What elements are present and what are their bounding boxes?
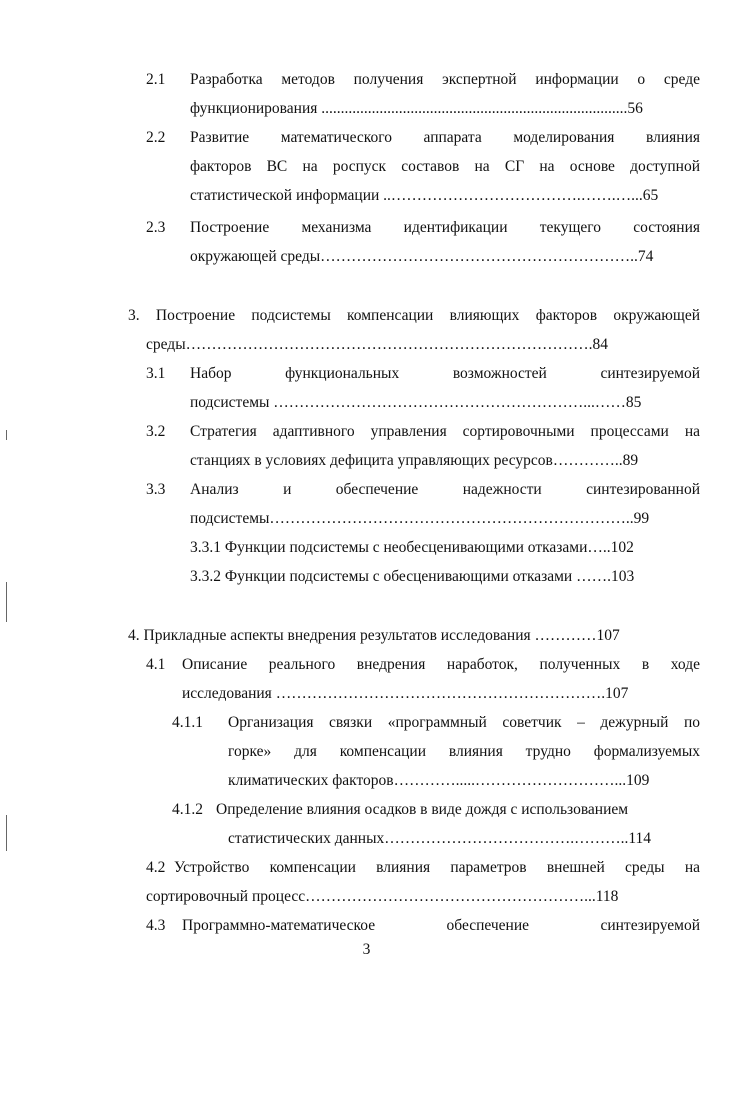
toc-entry-3-1-line1: Набор функциональных возможностей синтезируемой bbox=[190, 365, 700, 382]
toc-entry-2-2-line2: факторов ВС на роспуск составов на СГ на основе доступной bbox=[190, 158, 700, 175]
toc-entry-2-3-line1: Построение механизма идентификации текущего состояния bbox=[190, 219, 700, 236]
toc-entry-4-1-1-line2: горке» для компенсации влияния трудно формализуемых bbox=[228, 743, 700, 760]
toc-number: 2.2 bbox=[146, 129, 166, 146]
toc-chapter-4: 4. Прикладные аспекты внедрения результатов исследования …………107 bbox=[128, 627, 620, 644]
toc-entry-3-2-line2: станциях в условиях дефицита управляющих ресурсов…………..89 bbox=[190, 452, 639, 469]
toc-entry-2-3-line2: окружающей среды……………………………………………………..74 bbox=[190, 248, 654, 265]
toc-chapter-3-line1: 3. Построение подсистемы компенсации влияющих факторов окружающей bbox=[128, 307, 700, 324]
toc-entry-3-3-2: 3.3.2 Функции подсистемы с обесценивающими отказами …….103 bbox=[190, 568, 635, 585]
toc-entry-4-1-2-line2: статистических данных……………………………….………..114 bbox=[228, 830, 652, 847]
toc-number: 4.1.1 bbox=[172, 714, 203, 731]
scan-mark bbox=[6, 582, 7, 622]
toc-number: 3.1 bbox=[146, 365, 166, 382]
toc-entry-4-1-1-line1: Организация связки «программный советчик – дежурный по bbox=[228, 714, 700, 731]
toc-entry-3-3-line2: подсистемы……………………………………………………………..99 bbox=[190, 510, 650, 527]
scan-mark bbox=[6, 815, 7, 851]
toc-entry-3-3-1: 3.3.1 Функции подсистемы с необесценивающими отказами…..102 bbox=[190, 539, 634, 556]
toc-entry-2-1-line2: функционирования ...............................................................................56 bbox=[190, 100, 643, 117]
toc-number: 2.1 bbox=[146, 71, 166, 88]
toc-number: 4.1.2 bbox=[172, 801, 203, 818]
toc-entry-4-2-line1: Устройство компенсации влияния параметров внешней среды на bbox=[174, 859, 700, 876]
toc-entry-4-2-line2: сортировочный процесс………………………………………………...118 bbox=[146, 888, 619, 905]
toc-entry-4-3-line1: Программно-математическое обеспечение синтезируемой bbox=[182, 917, 700, 934]
toc-entry-3-3-line1: Анализ и обеспечение надежности синтезированной bbox=[190, 481, 700, 498]
toc-entry-4-1-1-line3: климатических факторов………….....………………………...109 bbox=[228, 772, 650, 789]
toc-entry-3-1-line2: подсистемы ……………………………………………………...……85 bbox=[190, 394, 642, 411]
toc-entry-4-1-line1: Описание реального внедрения наработок, полученных в ходе bbox=[182, 656, 700, 673]
toc-entry-3-2-line1: Стратегия адаптивного управления сортировочными процессами на bbox=[190, 423, 700, 440]
toc-number: 4.1 bbox=[146, 656, 166, 673]
toc-number: 4.2 bbox=[146, 859, 166, 876]
toc-entry-2-2-line1: Развитие математического аппарата моделирования влияния bbox=[190, 129, 700, 146]
page-number: 3 bbox=[362, 941, 371, 958]
toc-number: 3.2 bbox=[146, 423, 166, 440]
scan-mark bbox=[6, 430, 7, 440]
toc-entry-2-2-line3: статистической информации ..……………………………….…….…...65 bbox=[190, 187, 659, 204]
toc-number: 4.3 bbox=[146, 917, 166, 934]
toc-entry-4-1-line2: исследования ……………………………………………………….107 bbox=[182, 685, 629, 702]
toc-entry-4-1-2-line1: Определение влияния осадков в виде дождя с использованием bbox=[216, 801, 629, 818]
toc-entry-2-1-line1: Разработка методов получения экспертной информации о среде bbox=[190, 71, 700, 88]
toc-chapter-3-line2: среды…………………………………………………………………….84 bbox=[146, 336, 608, 353]
toc-number: 3.3 bbox=[146, 481, 166, 498]
toc-number: 2.3 bbox=[146, 219, 166, 236]
